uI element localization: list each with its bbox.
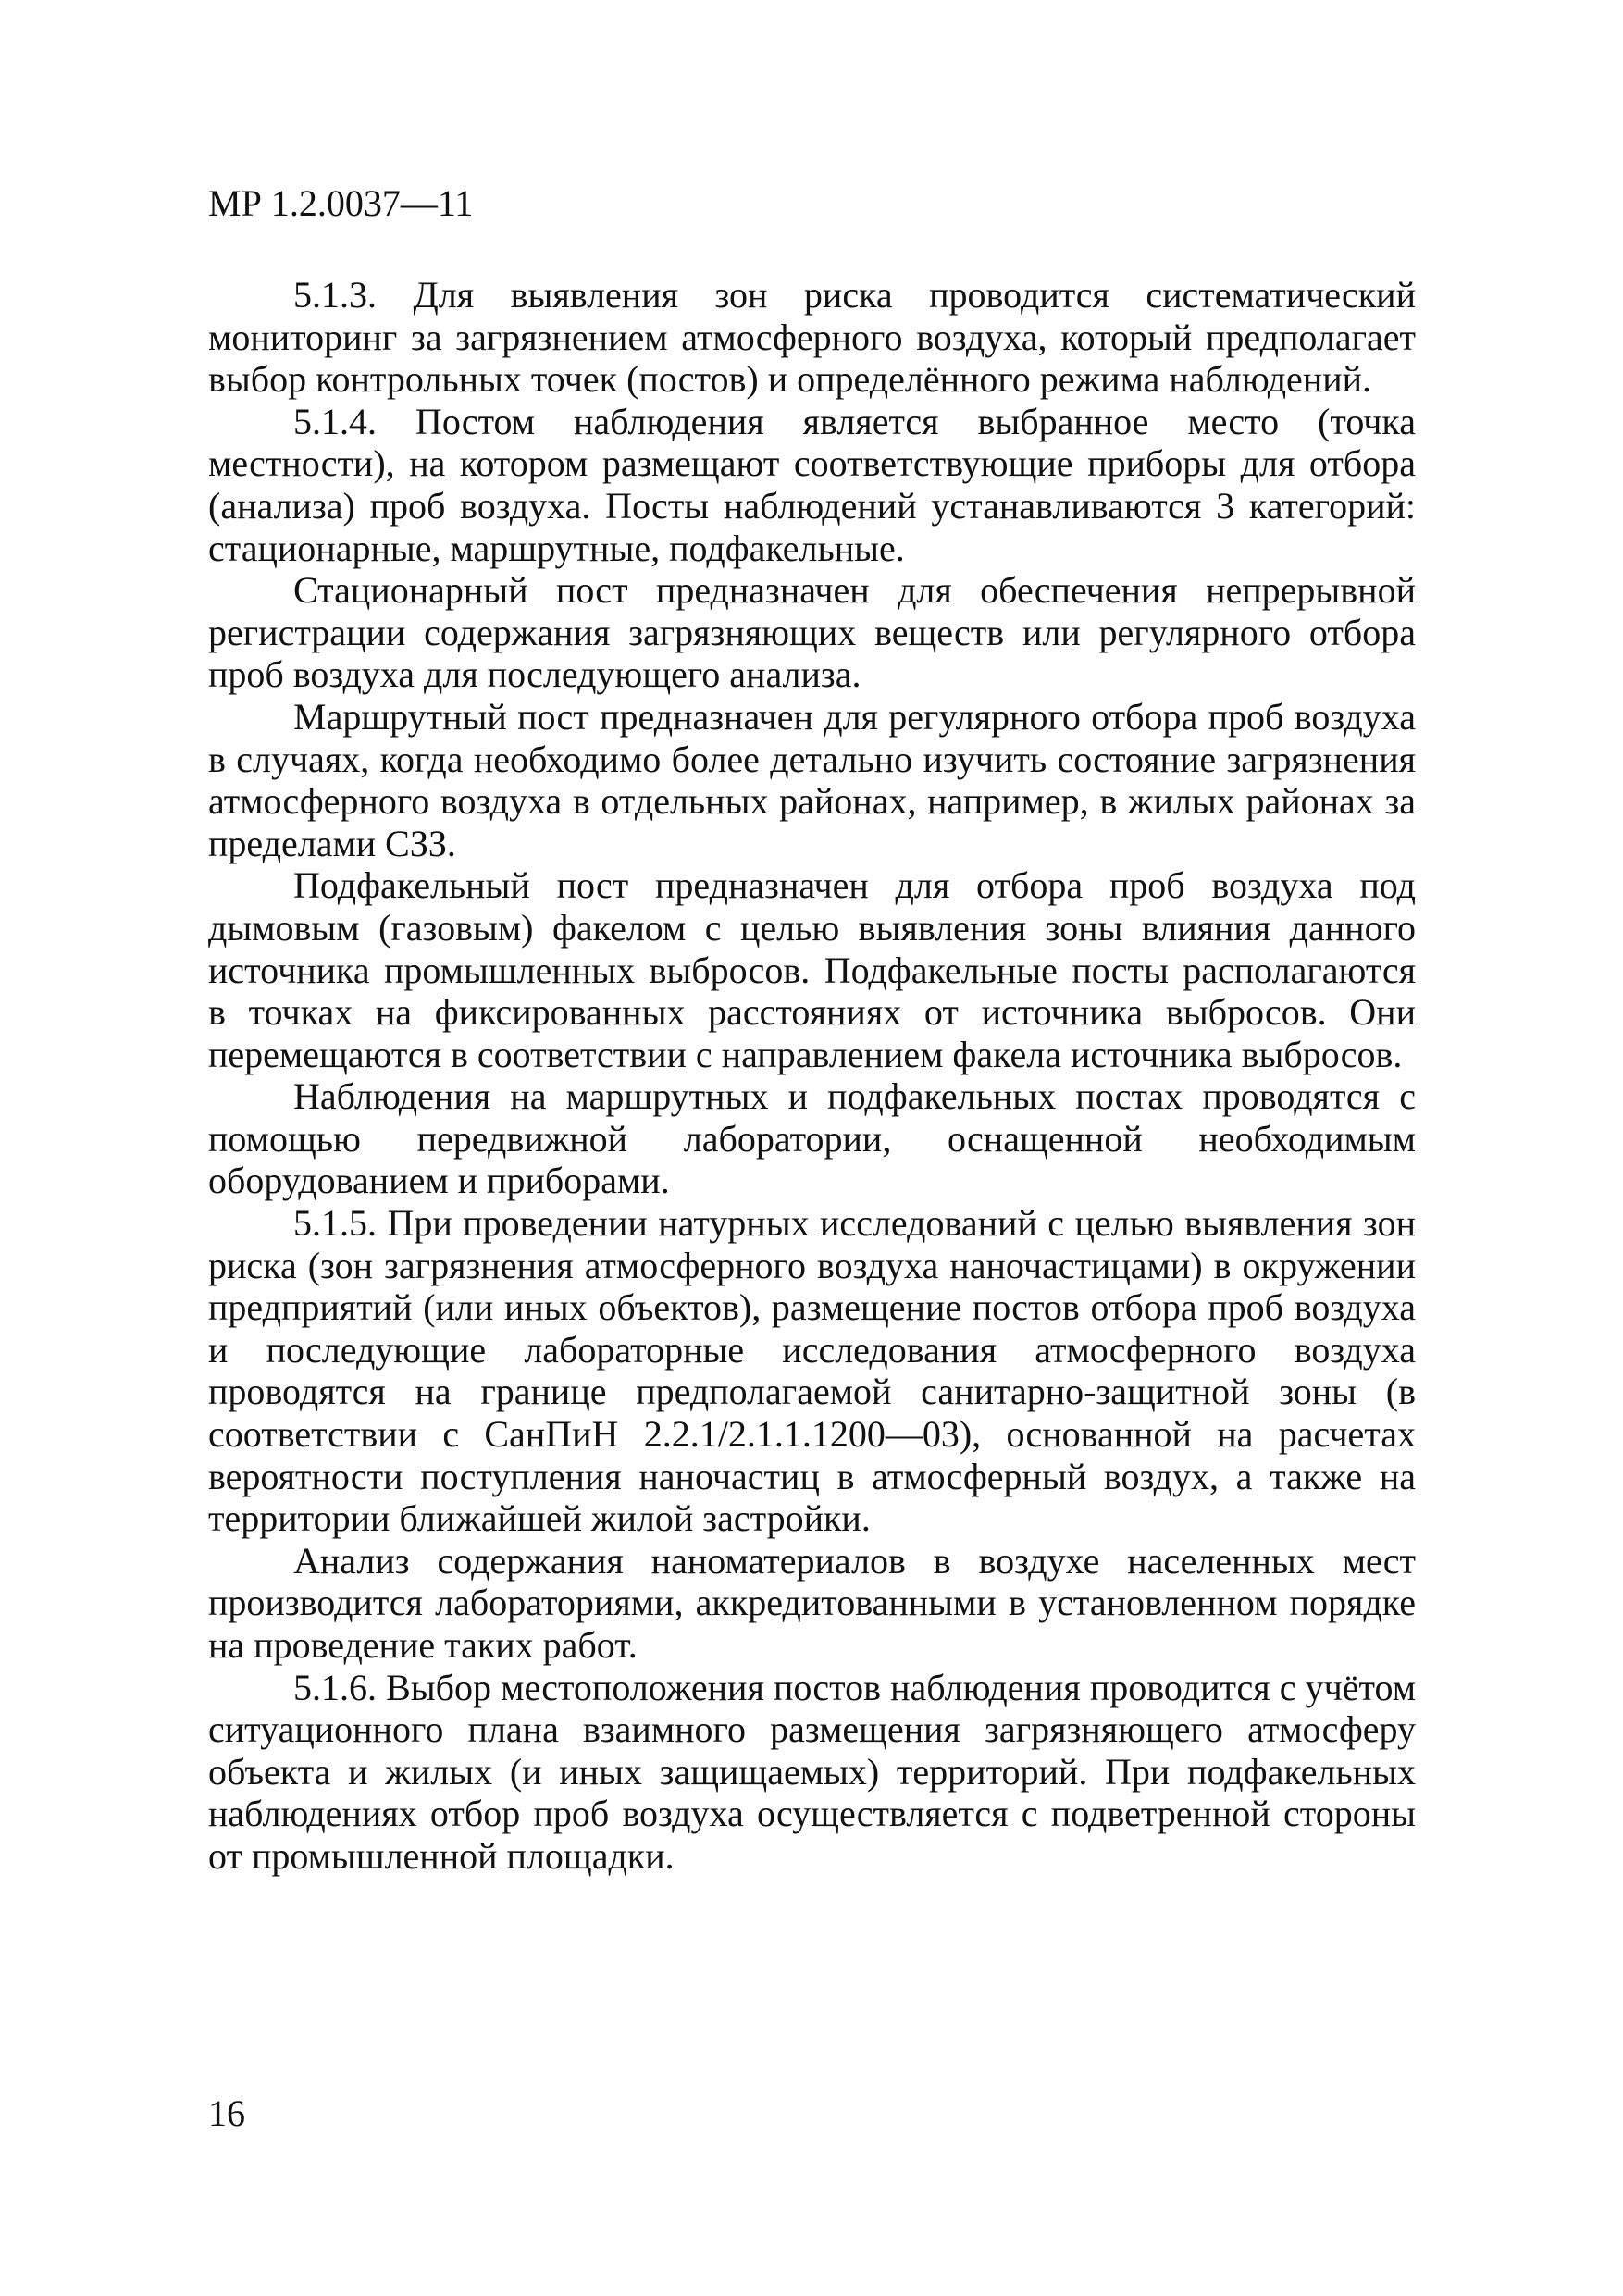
paragraph-5-1-5: 5.1.5. При проведении натурных исследований с целью выявления зон риска (зон загрязнения атмосферного воздуха наночастицами) в окружении предприятий (или иных объектов), размещение постов отбора проб воздуха и последующие лабораторные исследования атмосферного воздуха проводятся на границе предполагаемой санитарно-защитной зоны (в соответствии с СанПиН 2.2.1/2.1.1.1200—03), основанной на расчетах вероятности поступления наночастиц в атмосферный воздух, а также на территории ближайшей жилой застройки.: [208, 1202, 1416, 1540]
paragraph-route-post: Маршрутный пост предназначен для регулярного отбора проб воздуха в случаях, когда необходимо более детально изучить состояние загрязнения атмосферного воздуха в отдельных районах, например, в жилых районах за пределами СЗЗ.: [208, 695, 1416, 864]
paragraph-plume-post: Подфакельный пост предназначен для отбора проб воздуха под дымовым (газовым) факелом с целью выявления зоны влияния данного источника промышленных выбросов. Подфакельные посты располагаются в точках на фиксированных расстояниях от источника выбросов. Они перемещаются в соответствии с направлением факела источника выбросов.: [208, 864, 1416, 1075]
document-body: [208, 274, 1416, 1878]
paragraph-5-1-6: 5.1.6. Выбор местоположения постов наблюдения проводится с учётом ситуационного плана взаимного размещения загрязняющего атмосферу объекта и жилых (и иных защищаемых) территорий. При подфакельных наблюдениях отбор проб воздуха осуществляется с подветренной стороны от промышленной площадки.: [208, 1666, 1416, 1877]
paragraph-stationary-post: Стационарный пост предназначен для обеспечения непрерывной регистрации содержания загрязняющих веществ или регулярного отбора проб воздуха для последующего анализа.: [208, 569, 1416, 696]
paragraph-5-1-4: 5.1.4. Постом наблюдения является выбранное место (точка местности), на котором размещают соответствующие приборы для отбора (анализа) проб воздуха. Посты наблюдений устанавливаются 3 категорий: стационарные, маршрутные, подфакельные.: [208, 400, 1416, 569]
paragraph-5-1-3: 5.1.3. Для выявления зон риска проводится систематический мониторинг за загрязнением атмосферного воздуха, который предполагает выбор контрольных точек (постов) и определённого режима наблюдений.: [208, 274, 1416, 401]
paragraph-analysis-labs: Анализ содержания наноматериалов в воздухе населенных мест производится лабораториями, аккредитованными в установленном порядке на проведение таких работ.: [208, 1539, 1416, 1666]
document-code-header: МР 1.2.0037—11: [208, 182, 474, 224]
paragraph-mobile-lab: Наблюдения на маршрутных и подфакельных постах проводятся с помощью передвижной лаборатории, оснащенной необходимым оборудованием и приборами.: [208, 1075, 1416, 1202]
page-number: 16: [208, 2092, 245, 2134]
